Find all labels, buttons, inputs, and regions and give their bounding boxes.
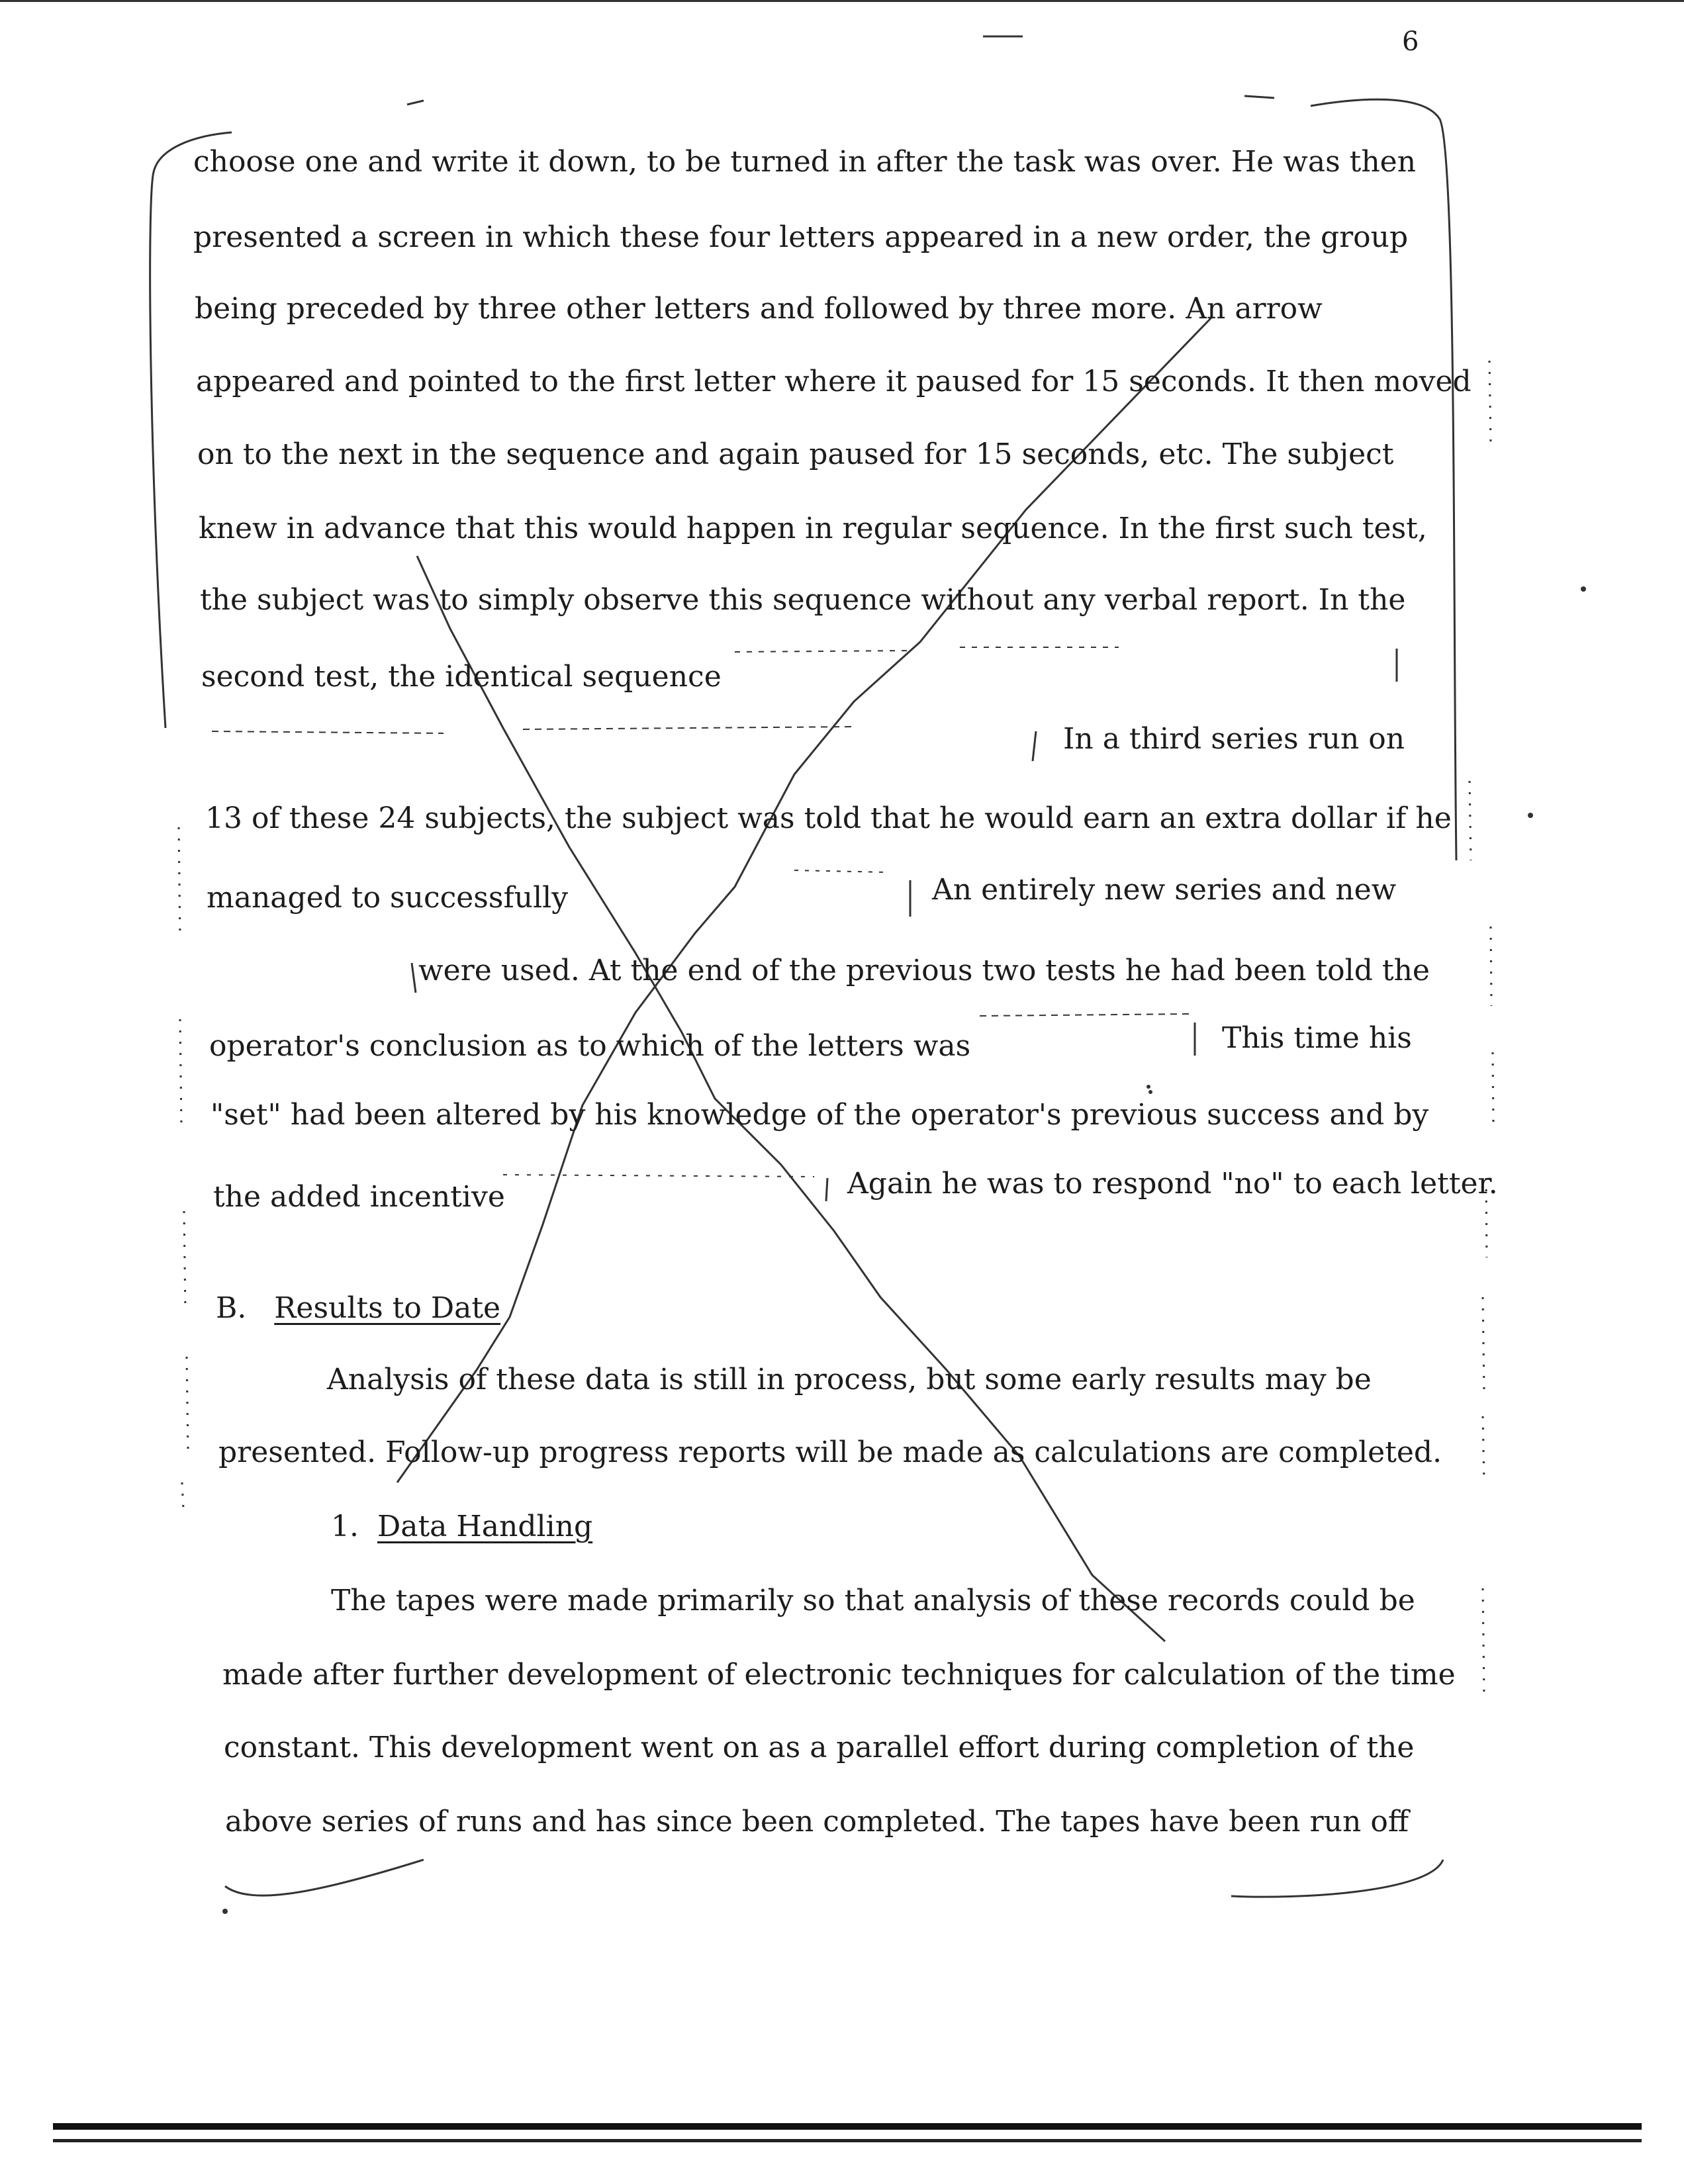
text-line: "set" had been altered by his knowledge of the operator's previous success and by	[210, 1098, 1429, 1132]
text-line: The tapes were made primarily so that analysis of these records could be	[331, 1584, 1415, 1617]
section-b-heading	[216, 1291, 500, 1326]
subsection-1-heading	[331, 1509, 592, 1545]
text-line: above series of runs and has since been completed. The tapes have been run off	[225, 1805, 1409, 1839]
text-line: were used. At the end of the previous two tests he had been told the	[418, 954, 1430, 987]
text-line: being preceded by three other letters and followed by three more. An arrow	[195, 292, 1323, 326]
text-line: presented. Follow-up progress reports will be made as calculations are completed.	[218, 1435, 1442, 1469]
text-line: This time his	[1222, 1021, 1412, 1055]
top-rule	[0, 0, 1684, 2]
text-line: operator's conclusion as to which of the letters was	[209, 1029, 971, 1063]
bracket-right-bottom	[1231, 1860, 1443, 1897]
text-line: the subject was to simply observe this sequence without any verbal report. In the	[200, 583, 1406, 617]
section-b-title: Results to Date	[274, 1291, 501, 1325]
text-line: 13 of these 24 subjects, the subject was told that he would earn an extra dollar if he	[205, 801, 1452, 835]
text-line: knew in advance that this would happen in regular sequence. In the first such test,	[199, 512, 1427, 545]
page-number: 6	[1402, 26, 1419, 57]
text-line: made after further development of electronic techniques for calculation of the time	[222, 1658, 1456, 1692]
text-line: managed to successfully	[207, 881, 569, 915]
text-line: choose one and write it down, to be turned in after the task was over. He was then	[193, 145, 1417, 179]
text-line: presented a screen in which these four letters appeared in a new order, the group	[193, 220, 1409, 254]
text-line: second test, the identical sequence	[201, 660, 722, 694]
text-line: An entirely new series and new	[932, 873, 1397, 907]
text-line: Again he was to respond "no" to each letter.	[847, 1167, 1498, 1201]
section-b-label: B.	[216, 1291, 247, 1325]
text-line: In a third series run on	[1063, 722, 1405, 756]
subsection-1-title: Data Handling	[377, 1510, 593, 1543]
subsection-1-label: 1.	[331, 1510, 359, 1543]
text-line: on to the next in the sequence and again paused for 15 seconds, etc. The subject	[197, 437, 1394, 471]
bracket-left-bottom	[225, 1860, 424, 1895]
bottom-rule-secondary	[53, 2139, 1642, 2142]
text-line: constant. This development went on as a parallel effort during completion of the	[224, 1731, 1415, 1764]
bottom-rule	[53, 2123, 1642, 2130]
text-line: the added incentive	[213, 1180, 505, 1214]
text-line: Analysis of these data is still in process, but some early results may be	[327, 1363, 1372, 1396]
text-line: appeared and pointed to the first letter where it paused for 15 seconds. It then moved	[196, 365, 1472, 398]
